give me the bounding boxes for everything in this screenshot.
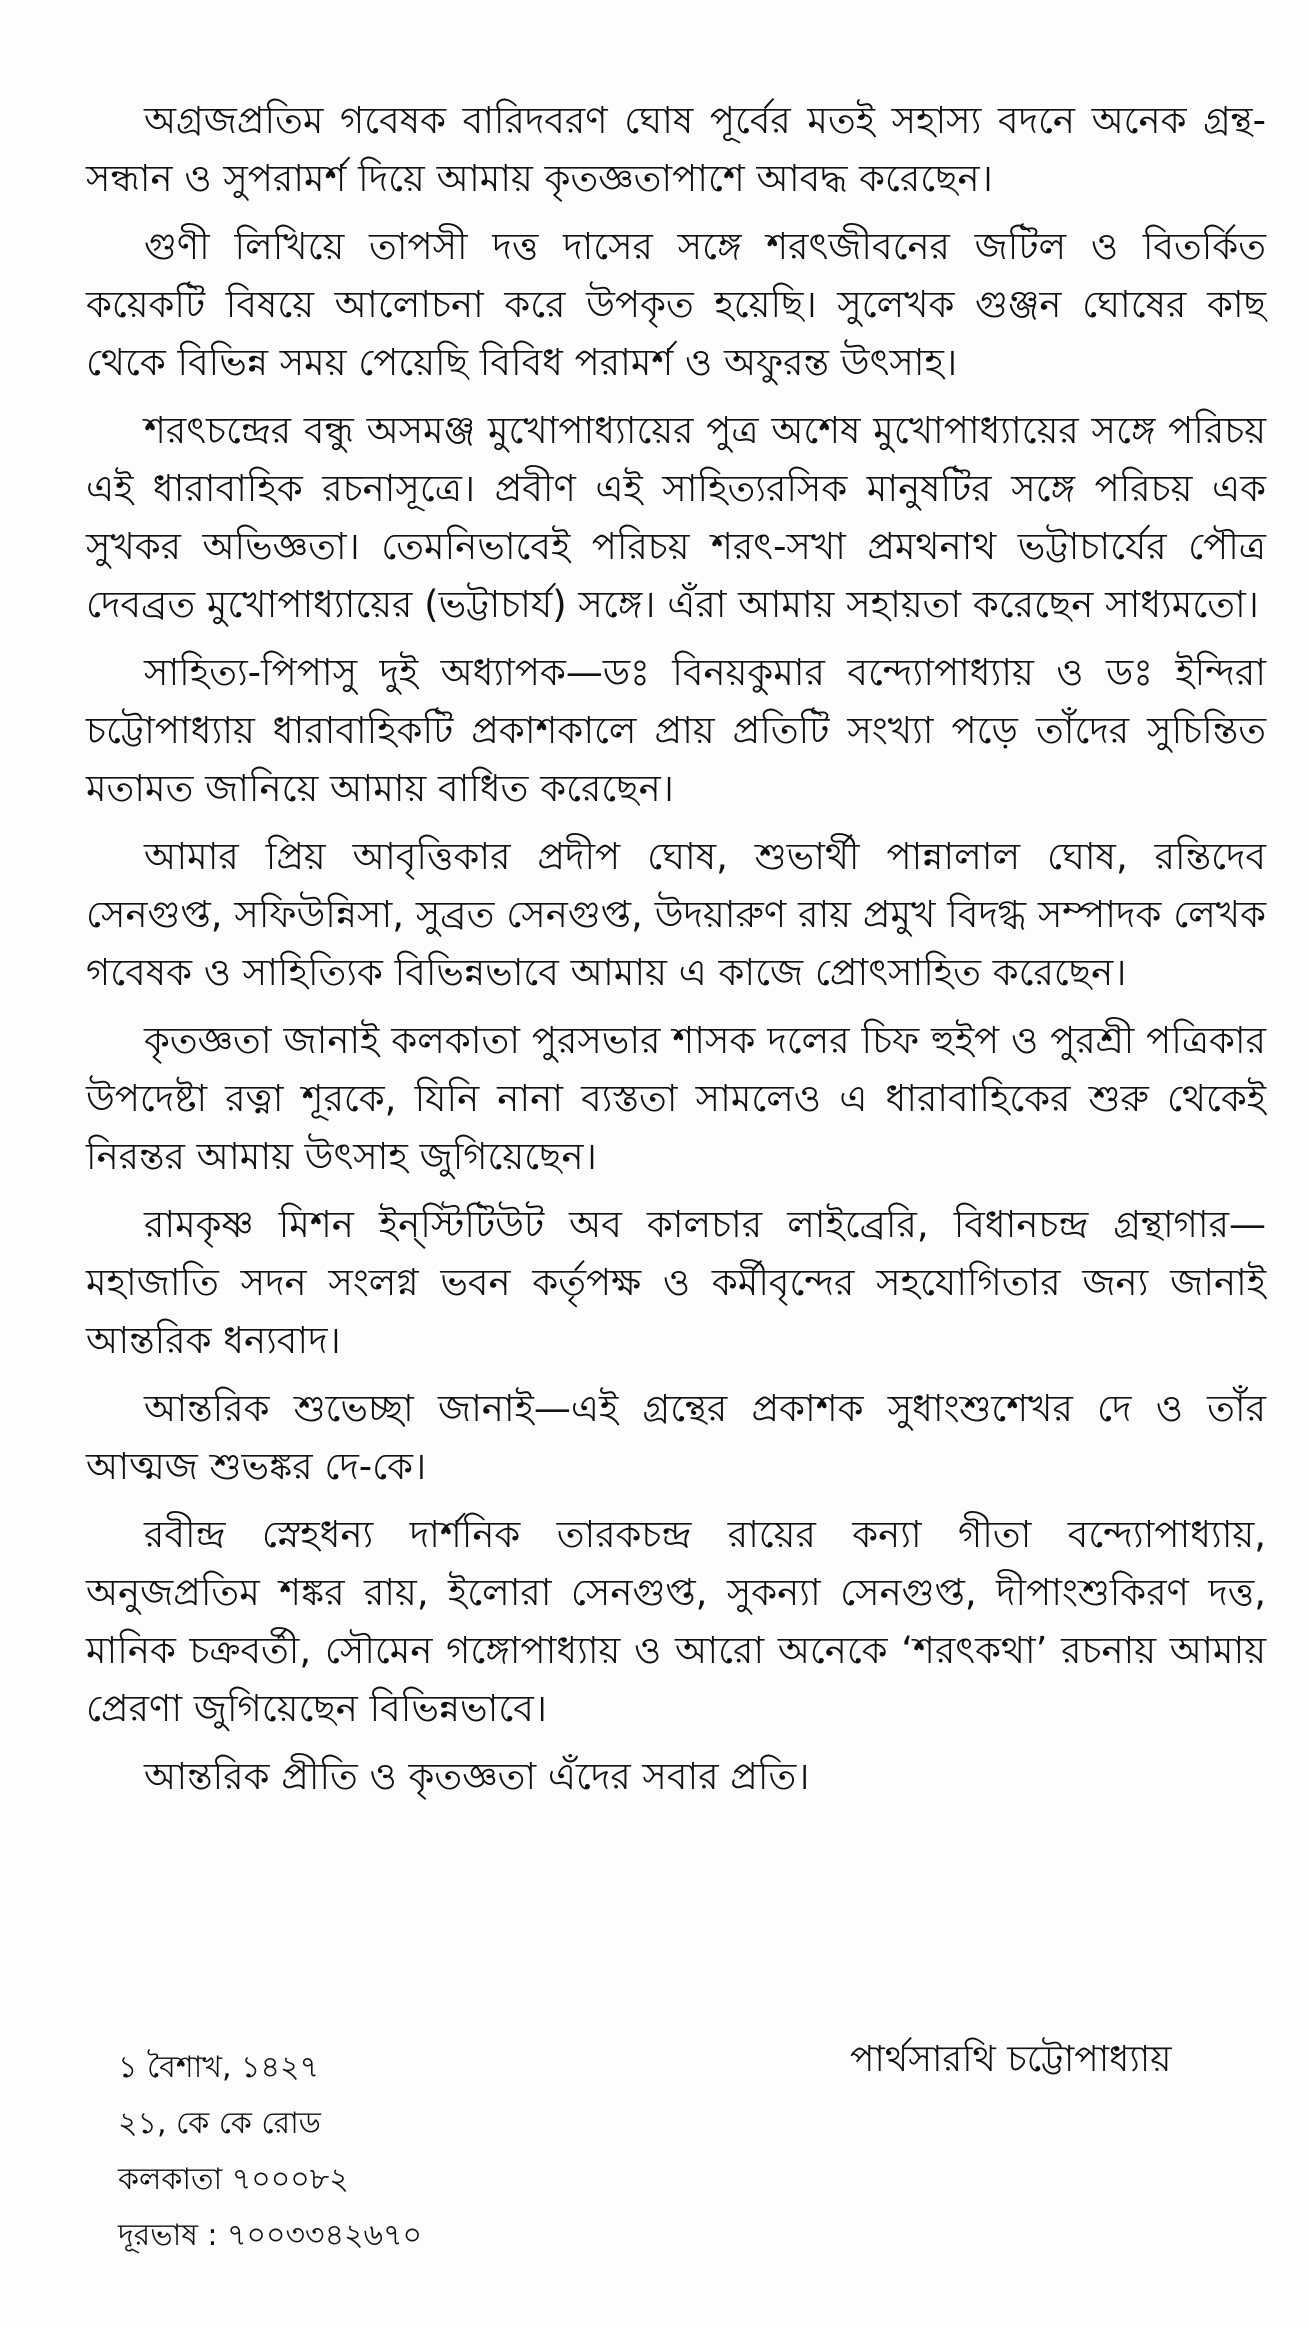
paragraph-7: রামকৃষ্ণ মিশন ইন্‌স্টিটিউট অব কালচার লাইব্রেরি, বিধানচন্দ্র গ্রন্থাগার—মহাজাতি সদন সংলগ্ন ভবন কর্তৃপক্ষ ও কর্মীবৃন্দের সহযোগিতার জন্য জানাই আন্তরিক ধন্যবাদ।: [86, 1203, 1266, 1362]
address-block: [118, 2040, 422, 2264]
paragraph-1: অগ্রজপ্রতিম গবেষক বারিদবরণ ঘোষ পূর্বের মতই সহাস্য বদনে অনেক গ্রন্থ-সন্ধান ও সুপরামর্শ দিয়ে আমায় কৃতজ্ঞতাপাশে আবদ্ধ করেছেন।: [86, 99, 1266, 200]
paragraph-6: কৃতজ্ঞতা জানাই কলকাতা পুরসভার শাসক দলের চিফ হুইপ ও পুরশ্রী পত্রিকার উপদেষ্টা রত্না শূরকে, যিনি নানা ব্যস্ততা সামলেও এ ধারাবাহিকের শুরু থেকেই নিরন্তর আমায় উৎসাহ জুগিয়েছেন।: [86, 1019, 1266, 1178]
city-line: কলকাতা ৭০০০৮২: [118, 2162, 349, 2197]
paragraph-8: আন্তরিক শুভেচ্ছা জানাই—এই গ্রন্থের প্রকাশক সুধাংশুশেখর দে ও তাঁর আত্মজ শুভঙ্কর দে-কে।: [86, 1387, 1266, 1488]
paragraph-4: সাহিত্য-পিপাসু দুই অধ্যাপক—ডঃ বিনয়কুমার বন্দ্যোপাধ্যায় ও ডঃ ইন্দিরা চট্টোপাধ্যায় ধারাবাহিকটি প্রকাশকালে প্রায় প্রতিটি সংখ্যা পড়ে তাঁদের সুচিন্তিত মতামত জানিয়ে আমায় বাধিত করেছেন।: [86, 651, 1266, 810]
paragraph-2: গুণী লিখিয়ে তাপসী দত্ত দাসের সঙ্গে শরৎজীবনের জটিল ও বিতর্কিত কয়েকটি বিষয়ে আলোচনা করে উপকৃত হয়েছি। সুলেখক গুঞ্জন ঘোষের কাছ থেকে বিভিন্ন সময় পেয়েছি বিবিধ পরামর্শ ও অফুরন্ত উৎসাহ।: [86, 225, 1266, 384]
paragraph-9: রবীন্দ্র স্নেহধন্য দার্শনিক তারকচন্দ্র রায়ের কন্যা গীতা বন্দ্যোপাধ্যায়, অনুজপ্রতিম শঙ্কর রায়, ইলোরা সেনগুপ্ত, সুকন্যা সেনগুপ্ত, দীপাংশুকিরণ দত্ত, মানিক চক্রবর্তী, সৌমেন গঙ্গোপাধ্যায় ও আরো অনেকে ‘শরৎকথা’ রচনায় আমায় প্রেরণা জুগিয়েছেন বিভিন্নভাবে।: [86, 1513, 1266, 1730]
acknowledgement-body: [86, 92, 1266, 1816]
date-line: ১ বৈশাখ, ১৪২৭: [118, 2050, 320, 2085]
paragraph-10: আন্তরিক প্রীতি ও কৃতজ্ঞতা এঁদের সবার প্রতি।: [144, 1755, 810, 1798]
author-signature: পার্থসারথি চট্টোপাধ্যায়: [850, 2039, 1172, 2080]
phone-line: দূরভাষ : ৭০০৩৩৪২৬৭০: [118, 2218, 423, 2253]
footer: [0, 2040, 1309, 2280]
paragraph-3: শরৎচন্দ্রের বন্ধু অসমঞ্জ মুখোপাধ্যায়ের পুত্র অশেষ মুখোপাধ্যায়ের সঙ্গে পরিচয় এই ধারাবাহিক রচনাসূত্রে। প্রবীণ এই সাহিত্যরসিক মানুষটির সঙ্গে পরিচয় এক সুখকর অভিজ্ঞতা। তেমনিভাবেই পরিচয় শরৎ-সখা প্রমথনাথ ভট্টাচার্যের পৌত্র দেবব্রত মুখোপাধ্যায়ের (ভট্টাচার্য) সঙ্গে। এঁরা আমায় সহায়তা করেছেন সাধ্যমতো।: [86, 409, 1266, 626]
paragraph-5: আমার প্রিয় আবৃত্তিকার প্রদীপ ঘোষ, শুভার্থী পান্নালাল ঘোষ, রন্তিদেব সেনগুপ্ত, সফিউন্নিসা, সুব্রত সেনগুপ্ত, উদয়ারুণ রায় প্রমুখ বিদগ্ধ সম্পাদক লেখক গবেষক ও সাহিত্যিক বিভিন্নভাবে আমায় এ কাজে প্রোৎসাহিত করেছেন।: [86, 835, 1266, 994]
street-line: ২১, কে কে রোড: [118, 2106, 321, 2141]
